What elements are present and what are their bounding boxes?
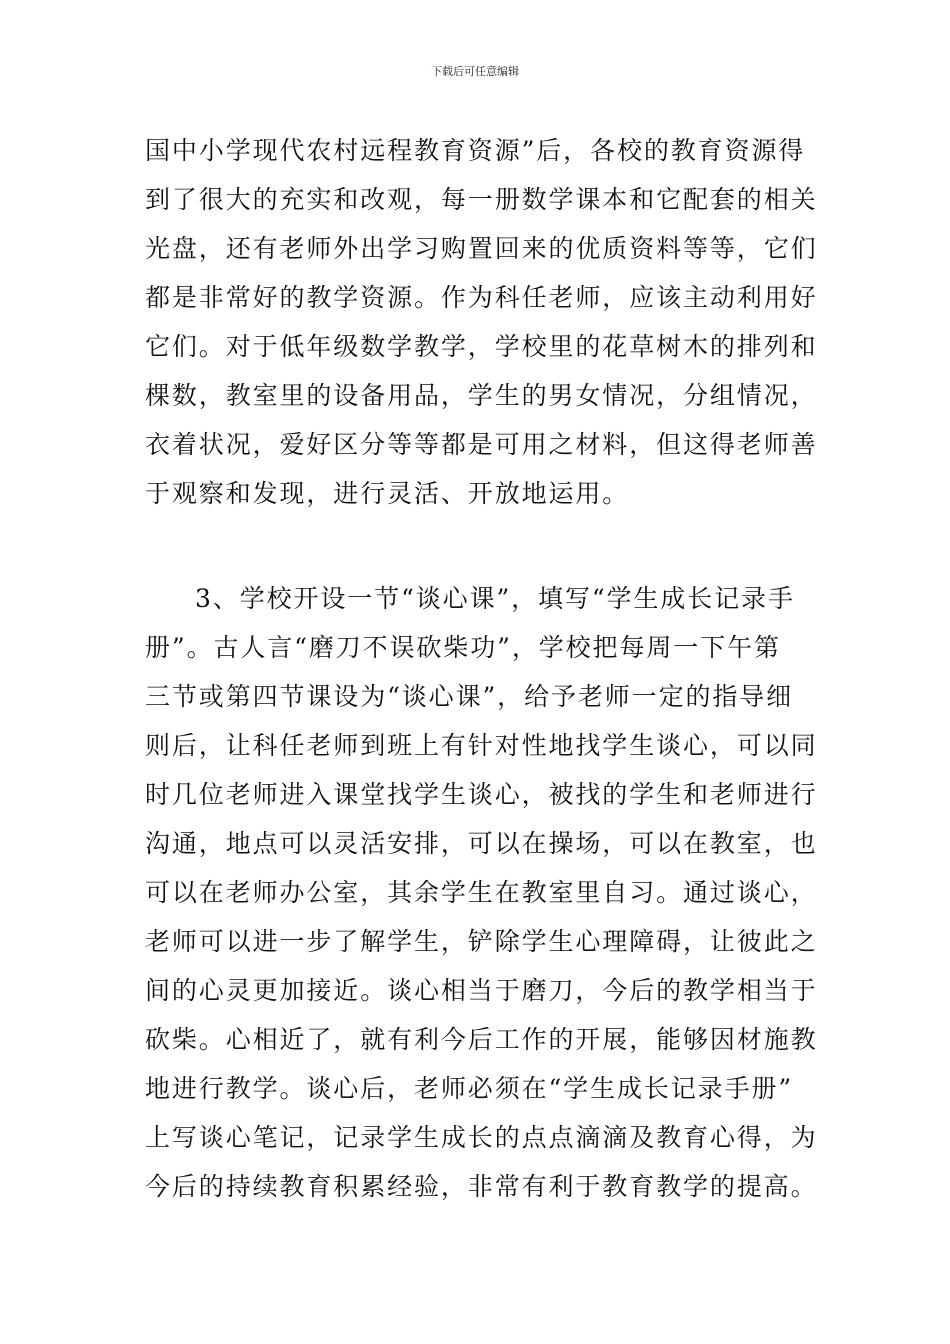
text-line: 到了很大的充实和改观，每一册数学课本和它配套的相关 [145, 185, 818, 214]
text-line: 三节或第四节课设为“谈心课”，给予老师一定的指导细 [145, 682, 794, 711]
text-line: 棵数，教室里的设备用品，学生的男女情况，分组情况， [145, 381, 818, 410]
text-line: 于观察和发现，进行灵活、开放地运用。 [145, 479, 630, 508]
page-header-note: 下载后可任意编辑 [431, 65, 519, 78]
text-line: 时几位老师进入课堂找学生谈心，被找的学生和老师进行 [145, 780, 818, 809]
text-line: 间的心灵更加接近。谈心相当于磨刀，今后的教学相当于 [145, 976, 818, 1005]
text-line: 砍柴。心相近了，就有利今后工作的开展，能够因材施教 [145, 1025, 818, 1054]
paragraph-heart-to-heart-class [145, 574, 818, 1211]
text-line: 上写谈心笔记，记录学生成长的点点滴滴及教育心得，为 [145, 1123, 818, 1152]
text-line-first: 3、学校开设一节“谈心课”，填写“学生成长记录手 [195, 584, 795, 613]
text-line: 今后的持续教育积累经验，非常有利于教育教学的提高。 [145, 1172, 818, 1201]
text-line: 都是非常好的教学资源。作为科任老师，应该主动利用好 [145, 283, 818, 312]
text-line: 可以在老师办公室，其余学生在教室里自习。通过谈心， [145, 878, 818, 907]
text-line: 衣着状况，爱好区分等等都是可用之材料，但这得老师善 [145, 430, 818, 459]
text-line: 地进行教学。谈心后，老师必须在“学生成长记录手册” [145, 1074, 794, 1103]
text-line: 老师可以进一步了解学生，铲除学生心理障碍，让彼此之 [145, 927, 818, 956]
text-line: 册”。古人言“磨刀不误砍柴功”，学校把每周一下午第 [145, 633, 781, 662]
text-line: 它们。对于低年级数学教学，学校里的花草树木的排列和 [145, 332, 818, 361]
text-line: 光盘，还有老师外出学习购置回来的优质资料等等，它们 [145, 234, 818, 263]
text-line: 沟通，地点可以灵活安排，可以在操场，可以在教室，也 [145, 829, 818, 858]
text-line: 国中小学现代农村远程教育资源”后，各校的教育资源得 [145, 136, 806, 165]
paragraph-resources [145, 126, 818, 518]
text-line: 则后，让科任老师到班上有针对性地找学生谈心，可以同 [145, 731, 818, 760]
